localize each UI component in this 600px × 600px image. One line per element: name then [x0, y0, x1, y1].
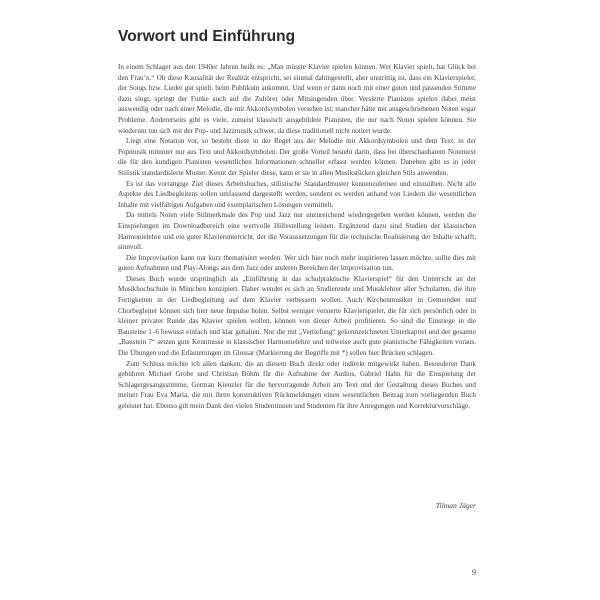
paragraph-intro: In einem Schlager aus den 1940er Jahren heißt es: „Man müsste Klavier spielen können. Wer Klavier spielt, hat Glück bei den Frau’n.“ Ob diese Kausalität der Realität entspricht, sei einmal dahingestellt, aber unstrittig ist, dass ein Klavierspieler, der Songs bzw. Lieder gut spielt, beim Publikum ankommt. Und wenn er dann noch mit einer guten und passenden Stimme dazu singt, springt der Funke auch auf die Zuhörer oder Mitsingenden über. Versierte Pianisten spielen dabei meist auswendig oder nach einer Melodie, die mit Akkordsymbolen versehen ist; mancher hätte mit ausgeschriebenen Noten sogar Probleme. Andererseits gibt es viele, zumeist klassisch ausgebildete Pianisten, die nur nach Noten spielen können. Sie wiederum tun sich mit der Pop- und Jazzmusik schwer, da diese traditionell nicht notiert wurde.	[118, 63, 476, 135]
paragraph-acknowledgements: Zum Schluss möchte ich allen danken, die an diesem Buch direkt oder indirekt mitgewirkt haben. Besonderen Dank gebühren Michael Grobe und Christian Böhm für die Aufnahme der Audios, Gabriel Hahn für die Einspielung der Schlagergesangsstimme, German Kienzler für die hervorragende Arbeit am Text und der Gestaltung dieses Buches und meiner Frau Eva Maria, die mit ihren konstruktiven Rückmeldungen einen wesentlichen Beitrag zum vorliegenden Buch geleistet hat. Ebenso gilt mein Dank den vielen Studentinnen und Studenten für ihre Anregungen und Korrekturvorschläge.	[118, 359, 476, 410]
page-title: Vorwort und Einführung	[118, 28, 296, 45]
paragraph-audience: Dieses Buch wurde ursprünglich als „Einführung in das schulpraktische Klavierspiel“ für den Unterricht an der Musikhochschule in München konzipiert. Daher wendet es sich an Studierende und Musiklehrer aller Schularten, die ihre Fertigkeiten in der Liedbegleitung auf dem Klavier verbessern wollen. Auch Kirchenmusiker in Gemeinden und Chorbegleiter können sich hier neue Impulse holen. Selbst weniger versierte Klavierspieler, die für sich persönlich oder in kleiner privater Runde das Klavier spielen wollen, können von dieser Arbeit profitieren. So sind die Einstiege in die Bausteine 1–6 bewusst einfach und klar gehalten. Nur die mit „Vertiefung“ gekennzeichneten Unterkapitel und der gesamte „Baustein 7“ setzen gute Kenntnisse in klassischer Harmonielehre und teilweise auch gute pianistische Fähigkeiten voraus. Die Übungen und die Erläuterungen im Glossar (Markierung der Begriffe mit *) sollen hier Brücken schlagen.	[118, 274, 476, 358]
paragraph-improvisation: Die Improvisation kann nur kurz thematisiert werden. Wer sich hier noch mehr inspirieren lassen möchte, sollte dies mit guten Aufnahmen und Play-Alongs aus dem Jazz oder anderen Bereichen der Improvisation tun.	[118, 253, 476, 273]
paragraph-downloads: Da mittels Noten viele Stilmerkmale des Pop und Jazz nur unzureichend wiedergegeben werden können, werden die Einspielungen im Downloadbereich eine wertvolle Hilfestellung leisten. Ergänzend dazu sind Studien der klassischen Harmonielehre und ein guter Klavierunterricht, der die Voraussetzungen für die technische Realisierung der Inhalte schafft, sinnvoll.	[118, 211, 476, 252]
page-number: 9	[472, 568, 476, 577]
paragraph-notation: Liegt eine Notation vor, so besteht diese in der Regel aus der Melodie mit Akkordsymbolen und dem Text, in der Popmusik mitunter nur aus Text und Akkordsymbolen. Der große Vorteil besteht darin, dass bei überschaubarem Notentext die für den kundigen Pianisten wesentlichen Informationen schneller erfasst werden können. Daneben gibt es in jeder Stilistik standardisierte Muster. Kennt der Spieler diese, kann er sie in allen Musikstücken gleichen Stils anwenden.	[118, 137, 476, 177]
body-text	[118, 62, 476, 412]
author-signature: Tilman Jäger	[435, 501, 476, 510]
paragraph-goal: Es ist das vorrangige Ziel dieses Arbeitsbuches, stilistische Standardmuster kennenzulernen und einzuüben. Nicht alle Aspekte des Liedbegleitens sollen umfassend dargestellt werden, sondern es werden anhand von Liedern die wesentlichen Inhalte mit vielfältigen Aufgaben und exemplarischen Lösungen vermittelt.	[118, 179, 476, 209]
